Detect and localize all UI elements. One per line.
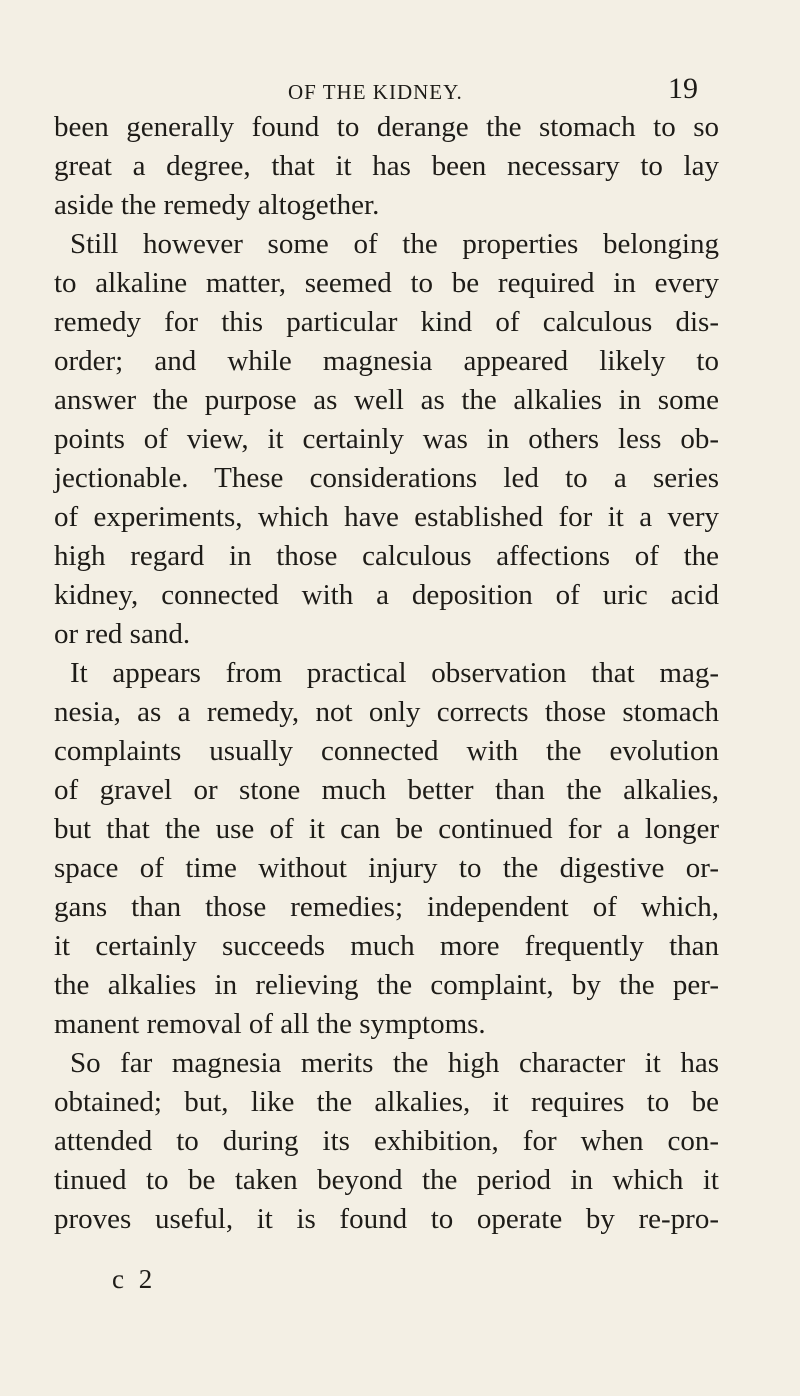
signature-mark: c 2: [112, 1264, 157, 1294]
text-line: It appears from practical observation that mag-: [70, 657, 719, 689]
text-line: nesia, as a remedy, not only corrects those stomach: [54, 696, 719, 728]
text-line: to alkaline matter, seemed to be required in every: [54, 267, 719, 299]
text-line: of gravel or stone much better than the alkalies,: [54, 774, 719, 806]
text-line: high regard in those calculous affections of the: [54, 540, 719, 572]
text-line: kidney, connected with a deposition of uric acid: [54, 579, 719, 611]
text-line: gans than those remedies; independent of which,: [54, 891, 719, 923]
text-line: or red sand.: [54, 618, 191, 650]
text-line: but that the use of it can be continued for a longer: [54, 813, 719, 845]
text-line: order; and while magnesia appeared likely to: [54, 345, 719, 377]
text-line: tinued to be taken beyond the period in which it: [54, 1164, 719, 1196]
text-line: So far magnesia merits the high character it has: [70, 1047, 719, 1079]
text-line: been generally found to derange the stomach to so: [54, 111, 719, 143]
text-line: great a degree, that it has been necessary to lay: [54, 150, 719, 182]
text-line: it certainly succeeds much more frequently than: [54, 930, 719, 962]
page-number: 19: [668, 72, 698, 105]
text-line: manent removal of all the symptoms.: [54, 1008, 486, 1040]
text-line: proves useful, it is found to operate by re-pro-: [54, 1203, 719, 1235]
text-line: attended to during its exhibition, for when con-: [54, 1125, 719, 1157]
text-line: of experiments, which have established for it a very: [54, 501, 719, 533]
text-line: obtained; but, like the alkalies, it requires to be: [54, 1086, 719, 1118]
text-line: complaints usually connected with the evolution: [54, 735, 719, 767]
text-line: aside the remedy altogether.: [54, 189, 380, 221]
text-line: space of time without injury to the digestive or-: [54, 852, 719, 884]
text-line: jectionable. These considerations led to a series: [54, 462, 719, 494]
text-line: Still however some of the properties belonging: [70, 228, 719, 260]
text-line: the alkalies in relieving the complaint, by the per-: [54, 969, 719, 1001]
body-text: [54, 108, 719, 1239]
running-head: OF THE KIDNEY.: [288, 80, 463, 104]
text-line: points of view, it certainly was in others less ob-: [54, 423, 719, 455]
text-line: answer the purpose as well as the alkalies in some: [54, 384, 719, 416]
text-line: remedy for this particular kind of calculous dis-: [54, 306, 719, 338]
